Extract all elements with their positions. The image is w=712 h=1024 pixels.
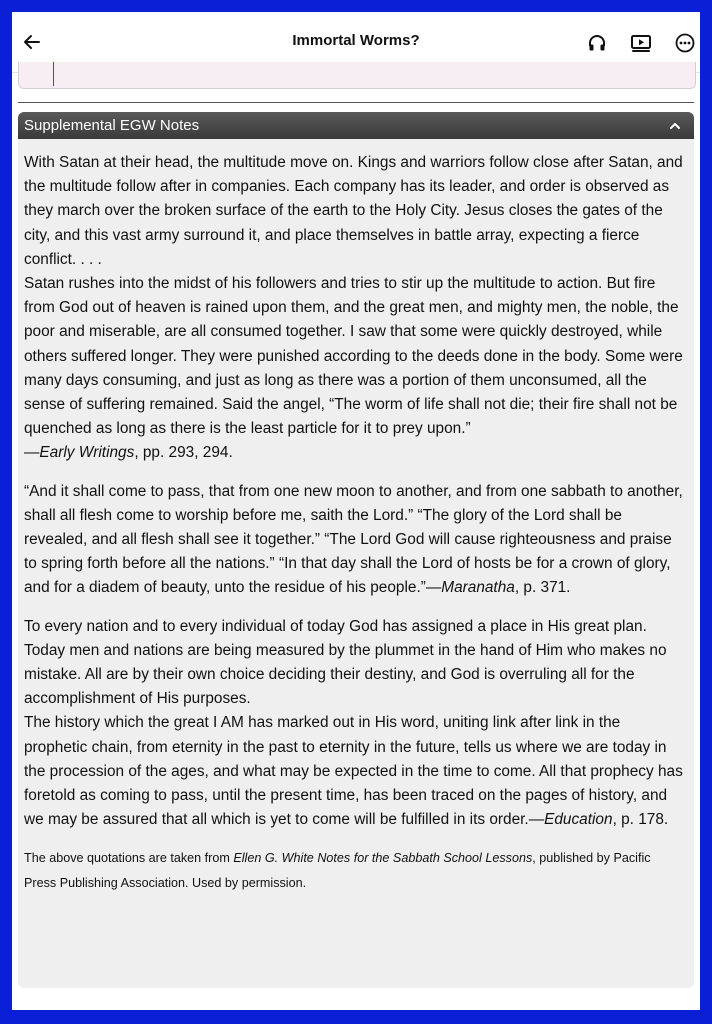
paragraph: The history which the great I AM has marked out in His word, uniting link after link in the prophetic chain, from eternity in the past to eternity in the future, tells us where we are today in the procession of the ages, and what may be expected in the time to come. All that prophecy has foretold as coming to pass, until the present time, has been traced on the pages of history, and we may be assured that all which is yet to come will be fulfilled in its order.—Education, p. 178. bbox=[24, 714, 683, 829]
divider bbox=[18, 102, 694, 103]
play-box-icon[interactable] bbox=[628, 30, 654, 56]
paragraph: With Satan at their head, the multitude move on. Kings and warriors follow close after Satan, and the multitude follow after in companies. Each company has its leader, and order is observed as they march over the broken surface of the earth to the Holy City. Jesus closes the gates of the city, and this vast army surround it, and place themselves in battle array, expecting a fierce conflict. . . . bbox=[24, 154, 683, 268]
chevron-up-icon[interactable] bbox=[668, 119, 682, 133]
paragraph: To every nation and to every individual of today God has assigned a place in His great plan. Today men and nations are being measured by the plummet in the hand of Him who makes no mistake. All are by their own choice deciding their destiny, and God is overruling all for the accomplishment of His purposes. bbox=[24, 617, 667, 708]
more-circle-icon[interactable] bbox=[672, 30, 698, 56]
app-screen bbox=[12, 12, 700, 1010]
previous-section-peek bbox=[18, 62, 696, 89]
supplemental-notes-panel bbox=[18, 112, 694, 988]
text-cursor bbox=[53, 62, 54, 86]
footnote: The above quotations are taken from Ellen G. White Notes for the Sabbath School Lessons, published by Pacific Press Publishing Association. Used by permission. bbox=[24, 851, 651, 890]
section-title: Supplemental EGW Notes bbox=[24, 117, 200, 134]
citation-title: Early Writings bbox=[39, 444, 135, 462]
citation-title: Maranatha bbox=[441, 579, 515, 597]
arrow-left-icon[interactable] bbox=[18, 28, 46, 56]
paragraph: Satan rushes into the midst of his followers and tries to stir up the multitude to action. But fire from God out of heaven is rained upon them, and the great men, and mighty men, the noble, the poor and miserable, are all consumed together. I saw that some were quickly destroyed, while others suffered longer. They were punished according to the deeds done in the body. Some were many days consuming, and just as long as there was a portion of them unconsumed, all the sense of suffering remained. Said the angel, “The worm of life shall not die; their fire shall not be quenched as long as there is the least particle for it to prey upon.” —Early Writings, pp. 293, 294. bbox=[24, 275, 683, 462]
paragraph: “And it shall come to pass, that from one new moon to another, and from one sabbath to another, shall all flesh come to worship before me, saith the Lord.” “The glory of the Lord shall be revealed, and all flesh shall see it together.” “The Lord God will cause righteousness and praise to spring forth before all the nations.” “In that day shall the Lord of hosts be for a crown of glory, and for a diadem of beauty, unto the residue of his people.”—Maranatha, p. 371. bbox=[24, 482, 683, 597]
section-header[interactable] bbox=[18, 112, 694, 139]
page-title: Immortal Worms? bbox=[292, 32, 420, 49]
headphones-icon[interactable] bbox=[584, 30, 610, 56]
notes-content bbox=[18, 139, 694, 895]
citation-title: Education bbox=[544, 811, 613, 829]
